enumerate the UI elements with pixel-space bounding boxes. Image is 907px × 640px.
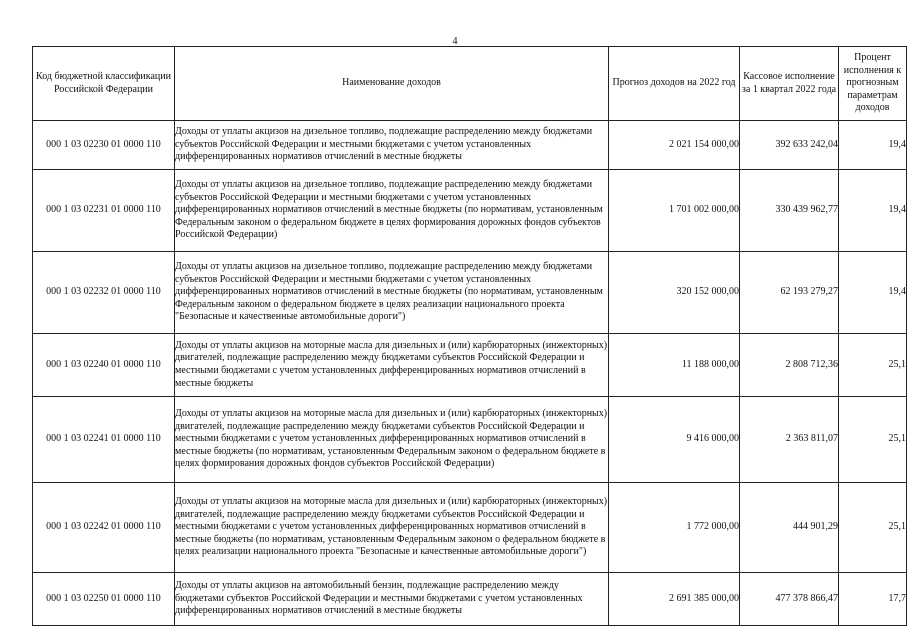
row-name: Доходы от уплаты акцизов на дизельное топливо, подлежащие распределению между бюджетами субъектов Российской Федерации и местными бюджетами с учетом установленных дифференцированных нормативов отчислений в местные бюджеты: [175, 121, 609, 170]
row-percent: 19,4: [839, 121, 907, 170]
header-percent: Процент исполнения к прогнозным параметрам доходов: [839, 47, 907, 121]
revenue-table: [32, 46, 907, 626]
row-code: 000 1 03 02240 01 0000 110: [33, 334, 175, 397]
header-cash: Кассовое исполнение за 1 квартал 2022 года: [740, 47, 839, 121]
row-cash: 444 901,29: [740, 483, 839, 573]
row-forecast: 1 701 002 000,00: [609, 170, 740, 252]
row-forecast: 1 772 000,00: [609, 483, 740, 573]
row-percent: 25,1: [839, 334, 907, 397]
row-name: Доходы от уплаты акцизов на моторные масла для дизельных и (или) карбюраторных (инжекторных) двигателей, подлежащие распределению между бюджетами субъектов Российской Федерации и местными бюджетами с учетом установленных дифференцированных нормативов отчислений в местные бюджеты: [175, 334, 609, 397]
row-cash: 330 439 962,77: [740, 170, 839, 252]
table-row: [33, 483, 907, 573]
row-code: 000 1 03 02230 01 0000 110: [33, 121, 175, 170]
header-forecast: Прогноз доходов на 2022 год: [609, 47, 740, 121]
row-percent: 25,1: [839, 397, 907, 483]
row-cash: 62 193 279,27: [740, 252, 839, 334]
row-percent: 19,4: [839, 252, 907, 334]
table-row: [33, 121, 907, 170]
row-code: 000 1 03 02242 01 0000 110: [33, 483, 175, 573]
header-name: Наименование доходов: [175, 47, 609, 121]
row-forecast: 9 416 000,00: [609, 397, 740, 483]
row-code: 000 1 03 02241 01 0000 110: [33, 397, 175, 483]
row-cash: 2 363 811,07: [740, 397, 839, 483]
row-cash: 392 633 242,04: [740, 121, 839, 170]
row-name: Доходы от уплаты акцизов на автомобильный бензин, подлежащие распределению между бюджетами субъектов Российской Федерации и местными бюджетами с учетом установленных дифференцированных нормативов отчислений в местные бюджеты: [175, 573, 609, 626]
table-row: [33, 252, 907, 334]
row-forecast: 2 691 385 000,00: [609, 573, 740, 626]
table-row: [33, 334, 907, 397]
row-name: Доходы от уплаты акцизов на дизельное топливо, подлежащие распределению между бюджетами субъектов Российской Федерации и местными бюджетами с учетом установленных дифференцированных нормативов отчислений в местные бюджеты (по нормативам, установленным Федеральным законом о федеральном бюджете в целях реализации национального проекта "Безопасные и качественные автомобильные дороги"): [175, 252, 609, 334]
row-name: Доходы от уплаты акцизов на моторные масла для дизельных и (или) карбюраторных (инжекторных) двигателей, подлежащие распределению между бюджетами субъектов Российской Федерации и местными бюджетами с учетом установленных дифференцированных нормативов отчислений в местные бюджеты (по нормативам, установленным Федеральным законом о федеральном бюджете в целях реализации национального проекта "Безопасные и качественные автомобильные дороги"): [175, 483, 609, 573]
row-forecast: 2 021 154 000,00: [609, 121, 740, 170]
row-code: 000 1 03 02232 01 0000 110: [33, 252, 175, 334]
row-name: Доходы от уплаты акцизов на дизельное топливо, подлежащие распределению между бюджетами субъектов Российской Федерации и местными бюджетами с учетом установленных дифференцированных нормативов отчислений в местные бюджеты (по нормативам, установленным Федеральным законом о федеральном бюджете в целях формирования дорожных фондов субъектов Российской Федерации): [175, 170, 609, 252]
row-code: 000 1 03 02231 01 0000 110: [33, 170, 175, 252]
row-forecast: 320 152 000,00: [609, 252, 740, 334]
table-header-row: [33, 47, 907, 121]
row-forecast: 11 188 000,00: [609, 334, 740, 397]
row-cash: 477 378 866,47: [740, 573, 839, 626]
row-name: Доходы от уплаты акцизов на моторные масла для дизельных и (или) карбюраторных (инжекторных) двигателей, подлежащие распределению между бюджетами субъектов Российской Федерации и местными бюджетами с учетом установленных дифференцированных нормативов отчислений в местные бюджеты (по нормативам, установленным Федеральным законом о федеральном бюджете в целях формирования дорожных фондов субъектов Российской Федерации): [175, 397, 609, 483]
table-row: [33, 170, 907, 252]
row-cash: 2 808 712,36: [740, 334, 839, 397]
row-code: 000 1 03 02250 01 0000 110: [33, 573, 175, 626]
row-percent: 17,7: [839, 573, 907, 626]
page-number: 4: [452, 36, 458, 47]
row-percent: 19,4: [839, 170, 907, 252]
header-code: Код бюджетной классификации Российской Федерации: [33, 47, 175, 121]
table-row: [33, 573, 907, 626]
table-row: [33, 397, 907, 483]
row-percent: 25,1: [839, 483, 907, 573]
